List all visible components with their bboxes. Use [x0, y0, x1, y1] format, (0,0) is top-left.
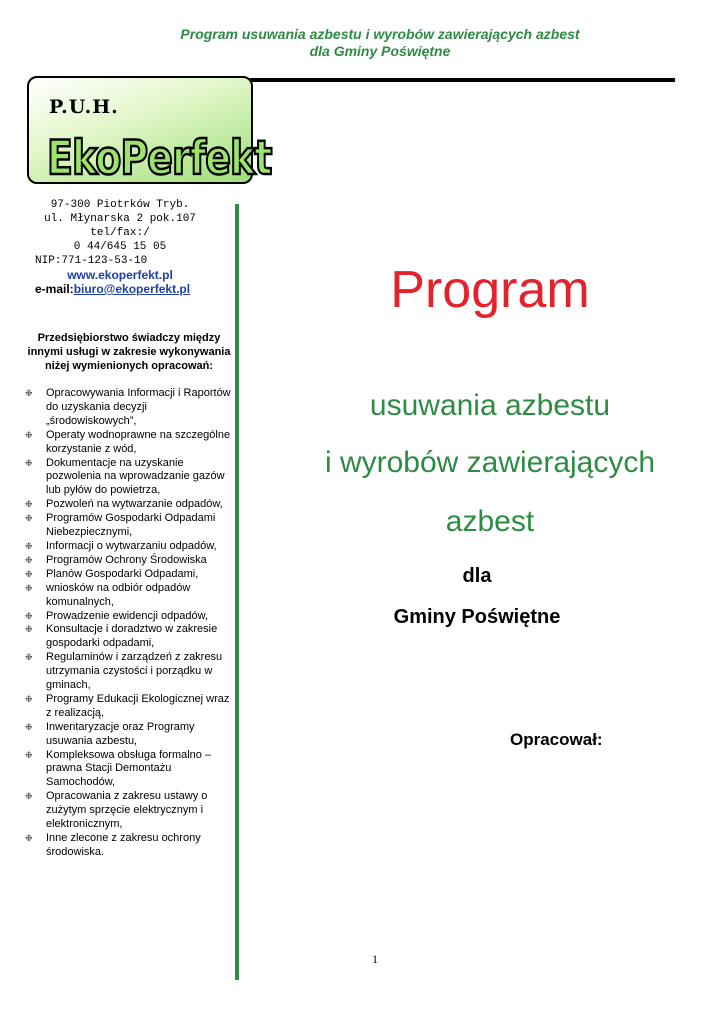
services-intro: Przedsiębiorstwo świadczy między innymi usługi w zakresie wykonywania niżej wymienionych opracowań: — [27, 332, 231, 372]
snowflake-bullet-icon: ❉ — [25, 429, 33, 440]
service-item-text: Inne zlecone z zakresu ochrony środowiska. — [46, 832, 201, 858]
header-line-1: Program usuwania azbestu i wyrobów zawierających azbest — [180, 26, 580, 42]
service-item-text: Operaty wodnoprawne na szczególne korzystanie z wód, — [46, 428, 231, 455]
snowflake-bullet-icon: ❉ — [25, 388, 33, 398]
nip-number: NIP:771-123-53-10 — [35, 255, 148, 267]
service-item-text: Kompleksowa obsługa formalno – prawna Stacji Demontażu Samochodów, — [46, 748, 212, 789]
snowflake-bullet-icon: ❉ — [25, 499, 33, 510]
service-item — [22, 693, 234, 721]
service-item-text: Programy Edukacji Ekologicznej wraz z realizacją, — [46, 692, 230, 719]
company-logo — [27, 76, 272, 185]
service-item — [22, 457, 234, 499]
service-item-text: Regulaminów i zarządzeń z zakresu utrzymania czystości i porządku w gminach, — [46, 651, 223, 692]
service-item-text: Informacji o wytwarzaniu odpadów, — [46, 539, 217, 552]
service-item-text: Planów Gospodarki Odpadami, — [46, 567, 199, 580]
service-item-text: Inwentaryzacje oraz Programy usuwania azbestu, — [46, 720, 195, 747]
service-item — [22, 512, 234, 540]
address-line-1: 97-300 Piotrków Tryb. — [50, 199, 190, 211]
service-item-text: Opracowywania Informacji i Raportów do uzyskania decyzji „środowiskowych”, — [46, 387, 231, 427]
snowflake-bullet-icon: ❉ — [25, 721, 33, 732]
service-item — [22, 554, 234, 568]
snowflake-bullet-icon: ❉ — [25, 693, 33, 704]
service-item — [22, 749, 234, 791]
service-item — [22, 832, 234, 860]
snowflake-bullet-icon: ❉ — [25, 610, 33, 621]
address-line-2: ul. Młynarska 2 pok.107 — [44, 213, 196, 225]
snowflake-bullet-icon: ❉ — [25, 833, 33, 843]
service-item-text: Konsultacje i doradztwo w zakresie gospodarki odpadami, — [46, 623, 218, 650]
service-item-text: Prowadzenie ewidencji odpadów, — [46, 609, 209, 622]
service-item — [22, 610, 234, 624]
snowflake-bullet-icon: ❉ — [25, 652, 33, 663]
vertical-divider — [235, 204, 239, 980]
snowflake-bullet-icon: ❉ — [25, 791, 33, 802]
snowflake-bullet-icon: ❉ — [25, 582, 33, 593]
title-gmina: Gminy Poświętne — [393, 606, 561, 628]
phone-number: 0 44/645 15 05 — [73, 241, 167, 253]
snowflake-bullet-icon: ❉ — [25, 540, 33, 551]
service-item-text: Dokumentacje na uzyskanie pozwolenia na wprowadzanie gazów lub pyłów do powietrza, — [46, 456, 225, 497]
logo-puh-text: P.U.H. — [49, 96, 119, 118]
service-item — [22, 623, 234, 651]
snowflake-bullet-icon: ❉ — [25, 554, 33, 565]
service-item — [22, 568, 234, 582]
page-header — [0, 26, 724, 60]
service-item-text: Pozwoleń na wytwarzanie odpadów, — [46, 498, 223, 511]
email-label: e-mail: — [35, 282, 74, 296]
header-line-2: dla Gminy Poświętne — [309, 43, 451, 59]
logo-brand-text: EkoPerfekt — [47, 130, 272, 185]
service-item — [22, 582, 234, 610]
snowflake-bullet-icon: ❉ — [25, 513, 33, 524]
page-number: 1 — [372, 952, 378, 966]
service-item — [22, 387, 234, 429]
title-line-1: usuwania azbestu — [369, 389, 611, 422]
snowflake-bullet-icon: ❉ — [25, 457, 33, 468]
title-line-3: azbest — [445, 505, 535, 538]
service-item-text: Opracowania z zakresu ustawy o zużytym sprzęcie elektrycznym i elektronicznym, — [46, 790, 208, 831]
prepared-by-label: Opracował: — [510, 730, 603, 749]
snowflake-bullet-icon: ❉ — [25, 624, 33, 635]
email-link[interactable]: biuro@ekoperfekt.pl — [73, 282, 191, 296]
service-item — [22, 721, 234, 749]
snowflake-bullet-icon: ❉ — [25, 568, 33, 579]
service-item-text: Programów Gospodarki Odpadami Niebezpiecznymi, — [46, 512, 216, 539]
snowflake-bullet-icon: ❉ — [25, 749, 33, 760]
service-item — [22, 540, 234, 554]
title-dla: dla — [462, 565, 492, 587]
title-line-2: i wyrobów zawierających — [324, 446, 656, 479]
header-rule — [250, 78, 675, 82]
service-item — [22, 498, 234, 512]
title-program: Program — [390, 261, 590, 319]
service-item-text: Programów Ochrony Środowiska — [46, 553, 207, 566]
website-link[interactable]: www.ekoperfekt.pl — [67, 268, 173, 282]
service-item — [22, 790, 234, 832]
service-item-text: wniosków na odbiór odpadów komunalnych, — [46, 581, 191, 608]
services-list — [22, 387, 234, 860]
service-item — [22, 651, 234, 693]
email-line — [20, 282, 220, 296]
service-item — [22, 429, 234, 457]
contact-block — [20, 198, 220, 296]
telfax-label: tel/fax:/ — [90, 227, 150, 239]
